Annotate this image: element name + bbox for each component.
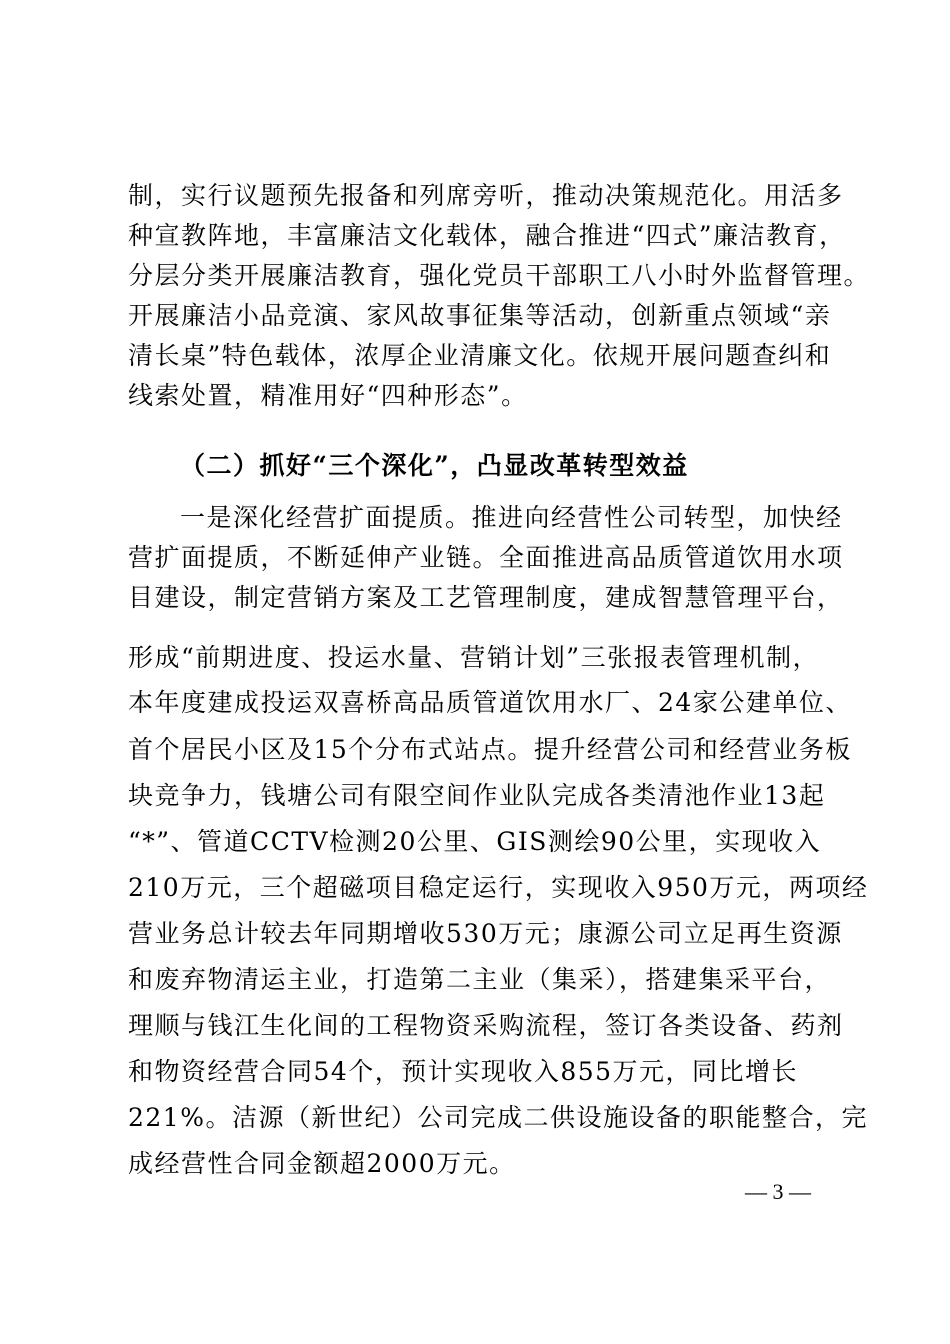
paragraph-line: 块竞争力，钱塘公司有限空间作业队完成各类清池作业13起 [128,781,826,810]
paragraph-line: 和物资经营合同54个，预计实现收入855万元，同比增长 [128,1057,799,1086]
paragraph-line: 221%。洁源（新世纪）公司完成二供设施设备的职能整合，完 [128,1103,868,1132]
paragraph-line: 线索处置，精准用好“四种形态”。 [128,381,528,410]
paragraph-line: 营扩面提质，不断延伸产业链。全面推进高品质管道饮用水项 [128,543,844,572]
paragraph-line: 和废弃物清运主业，打造第二主业（集采），搭建集采平台， [128,965,832,994]
paragraph-line: 营业务总计较去年同期增收530万元；康源公司立足再生资源 [128,919,843,948]
paragraph-line: 理顺与钱江生化间的工程物资采购流程，签订各类设备、药剂 [128,1011,844,1040]
paragraph-line: 种宣教阵地，丰富廉洁文化载体，融合推进“四式”廉洁教育， [128,221,846,250]
section-heading: （二）抓好“三个深化”，凸显改革转型效益 [180,451,689,480]
paragraph-line: 清长桌”特色载体，浓厚企业清廉文化。依规开展问题查纠和 [128,341,832,370]
paragraph-line: 首个居民小区及15个分布式站点。提升经营公司和经营业务板 [128,735,852,764]
paragraph-line: 一是深化经营扩面提质。推进向经营性公司转型，加快经 [180,503,843,532]
paragraph-line: 形成“前期进度、投运水量、营销计划”三张报表管理机制， [128,643,820,672]
paragraph-line: 开展廉洁小品竞演、家风故事征集等活动，创新重点领域“亲 [128,301,832,330]
paragraph-line: 210万元，三个超磁项目稳定运行，实现收入950万元，两项经 [128,873,869,902]
paragraph-line: 成经营性合同金额超2000万元。 [128,1149,516,1178]
paragraph-line: 制，实行议题预先报备和列席旁听，推动决策规范化。用活多 [128,181,844,210]
page-number: — 3 — [745,1179,811,1204]
paragraph-line: “*”、管道CCTV检测20公里、GIS测绘90公里，实现收入 [128,827,822,856]
paragraph-line: 目建设，制定营销方案及工艺管理制度，建成智慧管理平台， [128,583,844,612]
paragraph-line: 分层分类开展廉洁教育，强化党员干部职工八小时外监督管理。 [128,261,871,290]
paragraph-line: 本年度建成投运双喜桥高品质管道饮用水厂、24家公建单位、 [128,688,852,717]
